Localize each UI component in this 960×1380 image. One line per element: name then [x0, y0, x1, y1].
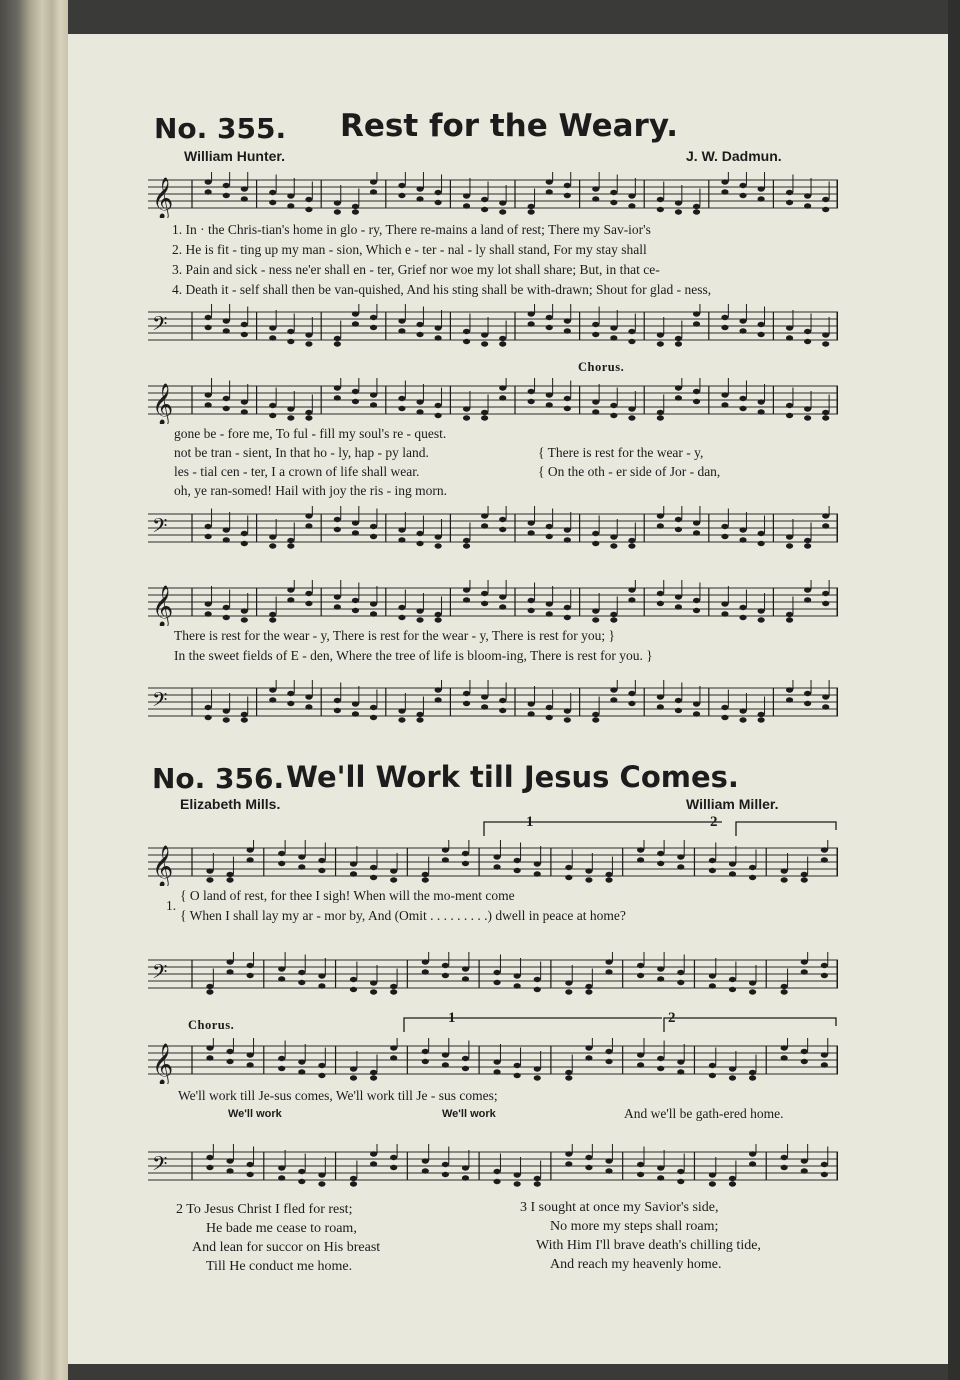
hymn-355-system-1-bass-staff: [148, 304, 838, 350]
verse-3-line-2: No more my steps shall roam;: [550, 1219, 719, 1234]
verse-3-line-4: And reach my heavenly home.: [550, 1257, 722, 1272]
hymn-356-chorus-bass-staff: [148, 1144, 838, 1190]
hymn-355-system-2-line-3: les - tial cen - ter, I a crown of life shall wear.: [174, 464, 420, 479]
verse-3-line-1: 3 I sought at once my Savior's side,: [520, 1200, 719, 1215]
hymn-355-system-2-line-2: not be tran - sient, In that ho - ly, hap - py land.: [174, 445, 429, 460]
book-spine: [0, 0, 68, 1380]
hymn-355-composer: J. W. Dadmun.: [686, 148, 782, 164]
hymnal-page: [68, 34, 948, 1364]
svg-text:𝄞: 𝄞: [152, 1044, 174, 1084]
hymn-356-verse-3: [520, 1198, 761, 1274]
hymn-356-verse-number: 1.: [166, 898, 177, 913]
hymn-355-system-2-treble-staff: [148, 378, 838, 424]
svg-text:𝄢: 𝄢: [152, 688, 168, 716]
hymn-356-volta-brackets: [482, 818, 842, 838]
svg-text:𝄞: 𝄞: [152, 586, 174, 626]
hymn-356-chorus-ending-2: 2: [668, 1010, 676, 1026]
hymn-355-chorus-line-2: { On the oth - er side of Jor - dan,: [538, 464, 721, 479]
hymn-355-system-2-bass-staff: [148, 506, 838, 552]
verse-2-line-2: He bade me cease to roam,: [206, 1221, 357, 1236]
hymn-356-chorus-bass-echo-1: We'll work: [228, 1108, 282, 1120]
hymn-355-verse-line-2: 2. He is fit - ting up my man - sion, Which e - ter - nal - ly shall stand, For my stay shall: [172, 242, 647, 257]
hymn-355-system-3-line-1: There is rest for the wear - y, There is rest for the wear - y, There is rest for you; }: [174, 628, 615, 643]
hymn-355-chorus-label: Chorus.: [578, 360, 625, 374]
hymn-356-chorus-ending-1: 1: [448, 1010, 456, 1026]
verse-2-line-3: And lean for succor on His breast: [192, 1240, 381, 1255]
hymn-355-system-3-treble-staff: [148, 580, 838, 626]
hymn-355-verse-line-3: 3. Pain and sick - ness ne'er shall en - ter, Grief nor woe my lot shall share; But, in that ce-: [172, 262, 660, 277]
svg-text:𝄢: 𝄢: [152, 312, 168, 340]
hymn-355-system-1-treble-staff: [148, 172, 838, 218]
book-cover-edge: [948, 0, 960, 1380]
hymn-355-chorus-line-1: { There is rest for the wear - y,: [538, 445, 704, 460]
verse-2-line-1: 2 To Jesus Christ I fled for rest;: [176, 1202, 353, 1217]
hymn-355-system-2-line-1: gone be - fore me, To ful - fill my soul's re - quest.: [174, 426, 447, 441]
svg-text:𝄢: 𝄢: [152, 514, 168, 542]
hymn-356-chorus-volta-brackets: [402, 1014, 842, 1034]
hymn-355-verse-line-1: 1. In · the Chris-tian's home in glo - ry, There re-mains a land of rest; There my Sav-ior's: [172, 222, 651, 237]
hymn-356-title: We'll Work till Jesus Comes.: [286, 760, 739, 794]
verse-2-line-4: Till He conduct me home.: [206, 1259, 353, 1274]
hymn-356-ending-2: 2: [710, 814, 718, 830]
hymn-355-title: Rest for the Weary.: [340, 108, 678, 144]
svg-text:𝄞: 𝄞: [152, 178, 174, 218]
verse-3-line-3: With Him I'll brave death's chilling tide,: [536, 1238, 761, 1253]
hymn-356-number: No. 356.: [152, 762, 285, 795]
hymn-356-verse-2: [176, 1200, 380, 1276]
hymn-355-system-2-line-4: oh, ye ran-somed! Hail with joy the ris - ing morn.: [174, 483, 447, 498]
hymn-355-system-3-bass-staff: [148, 680, 838, 726]
svg-text:𝄢: 𝄢: [152, 960, 168, 988]
hymn-355-number: No. 355.: [154, 112, 287, 145]
hymn-355-verse-line-4: 4. Death it - self shall then be van-quished, And his sting shall be with-drawn; Shout for glad - ness,: [172, 282, 712, 297]
hymn-356-system-1-bass-staff: [148, 952, 838, 998]
hymn-356-chorus-lyric: We'll work till Je-sus comes, We'll work till Je - sus comes;: [178, 1088, 498, 1103]
hymn-356-verse-line-1: { O land of rest, for thee I sigh! When will the mo-ment come: [180, 888, 515, 903]
hymn-355-system-3-line-2: In the sweet fields of E - den, Where the tree of life is bloom-ing, There is rest for you. }: [174, 648, 653, 663]
svg-text:𝄞: 𝄞: [152, 846, 174, 886]
hymn-356-composer: William Miller.: [686, 796, 779, 812]
hymn-355-lyricist: William Hunter.: [184, 148, 286, 164]
svg-text:𝄞: 𝄞: [152, 384, 174, 424]
hymn-356-chorus-bass-echo-2: We'll work: [442, 1108, 496, 1120]
svg-text:𝄢: 𝄢: [152, 1152, 168, 1180]
hymn-356-chorus-treble-staff: [148, 1038, 838, 1084]
hymn-356-lyricist: Elizabeth Mills.: [180, 796, 281, 812]
hymn-356-verse-line-2: { When I shall lay my ar - mor by, And (Omit . . . . . . . . .) dwell in peace at home?: [180, 908, 626, 923]
hymn-356-ending-1: 1: [526, 814, 534, 830]
hymn-356-chorus-end: And we'll be gath-ered home.: [624, 1106, 784, 1121]
hymn-356-system-1-treble-staff: [148, 840, 838, 886]
hymn-356-chorus-label: Chorus.: [188, 1018, 235, 1032]
